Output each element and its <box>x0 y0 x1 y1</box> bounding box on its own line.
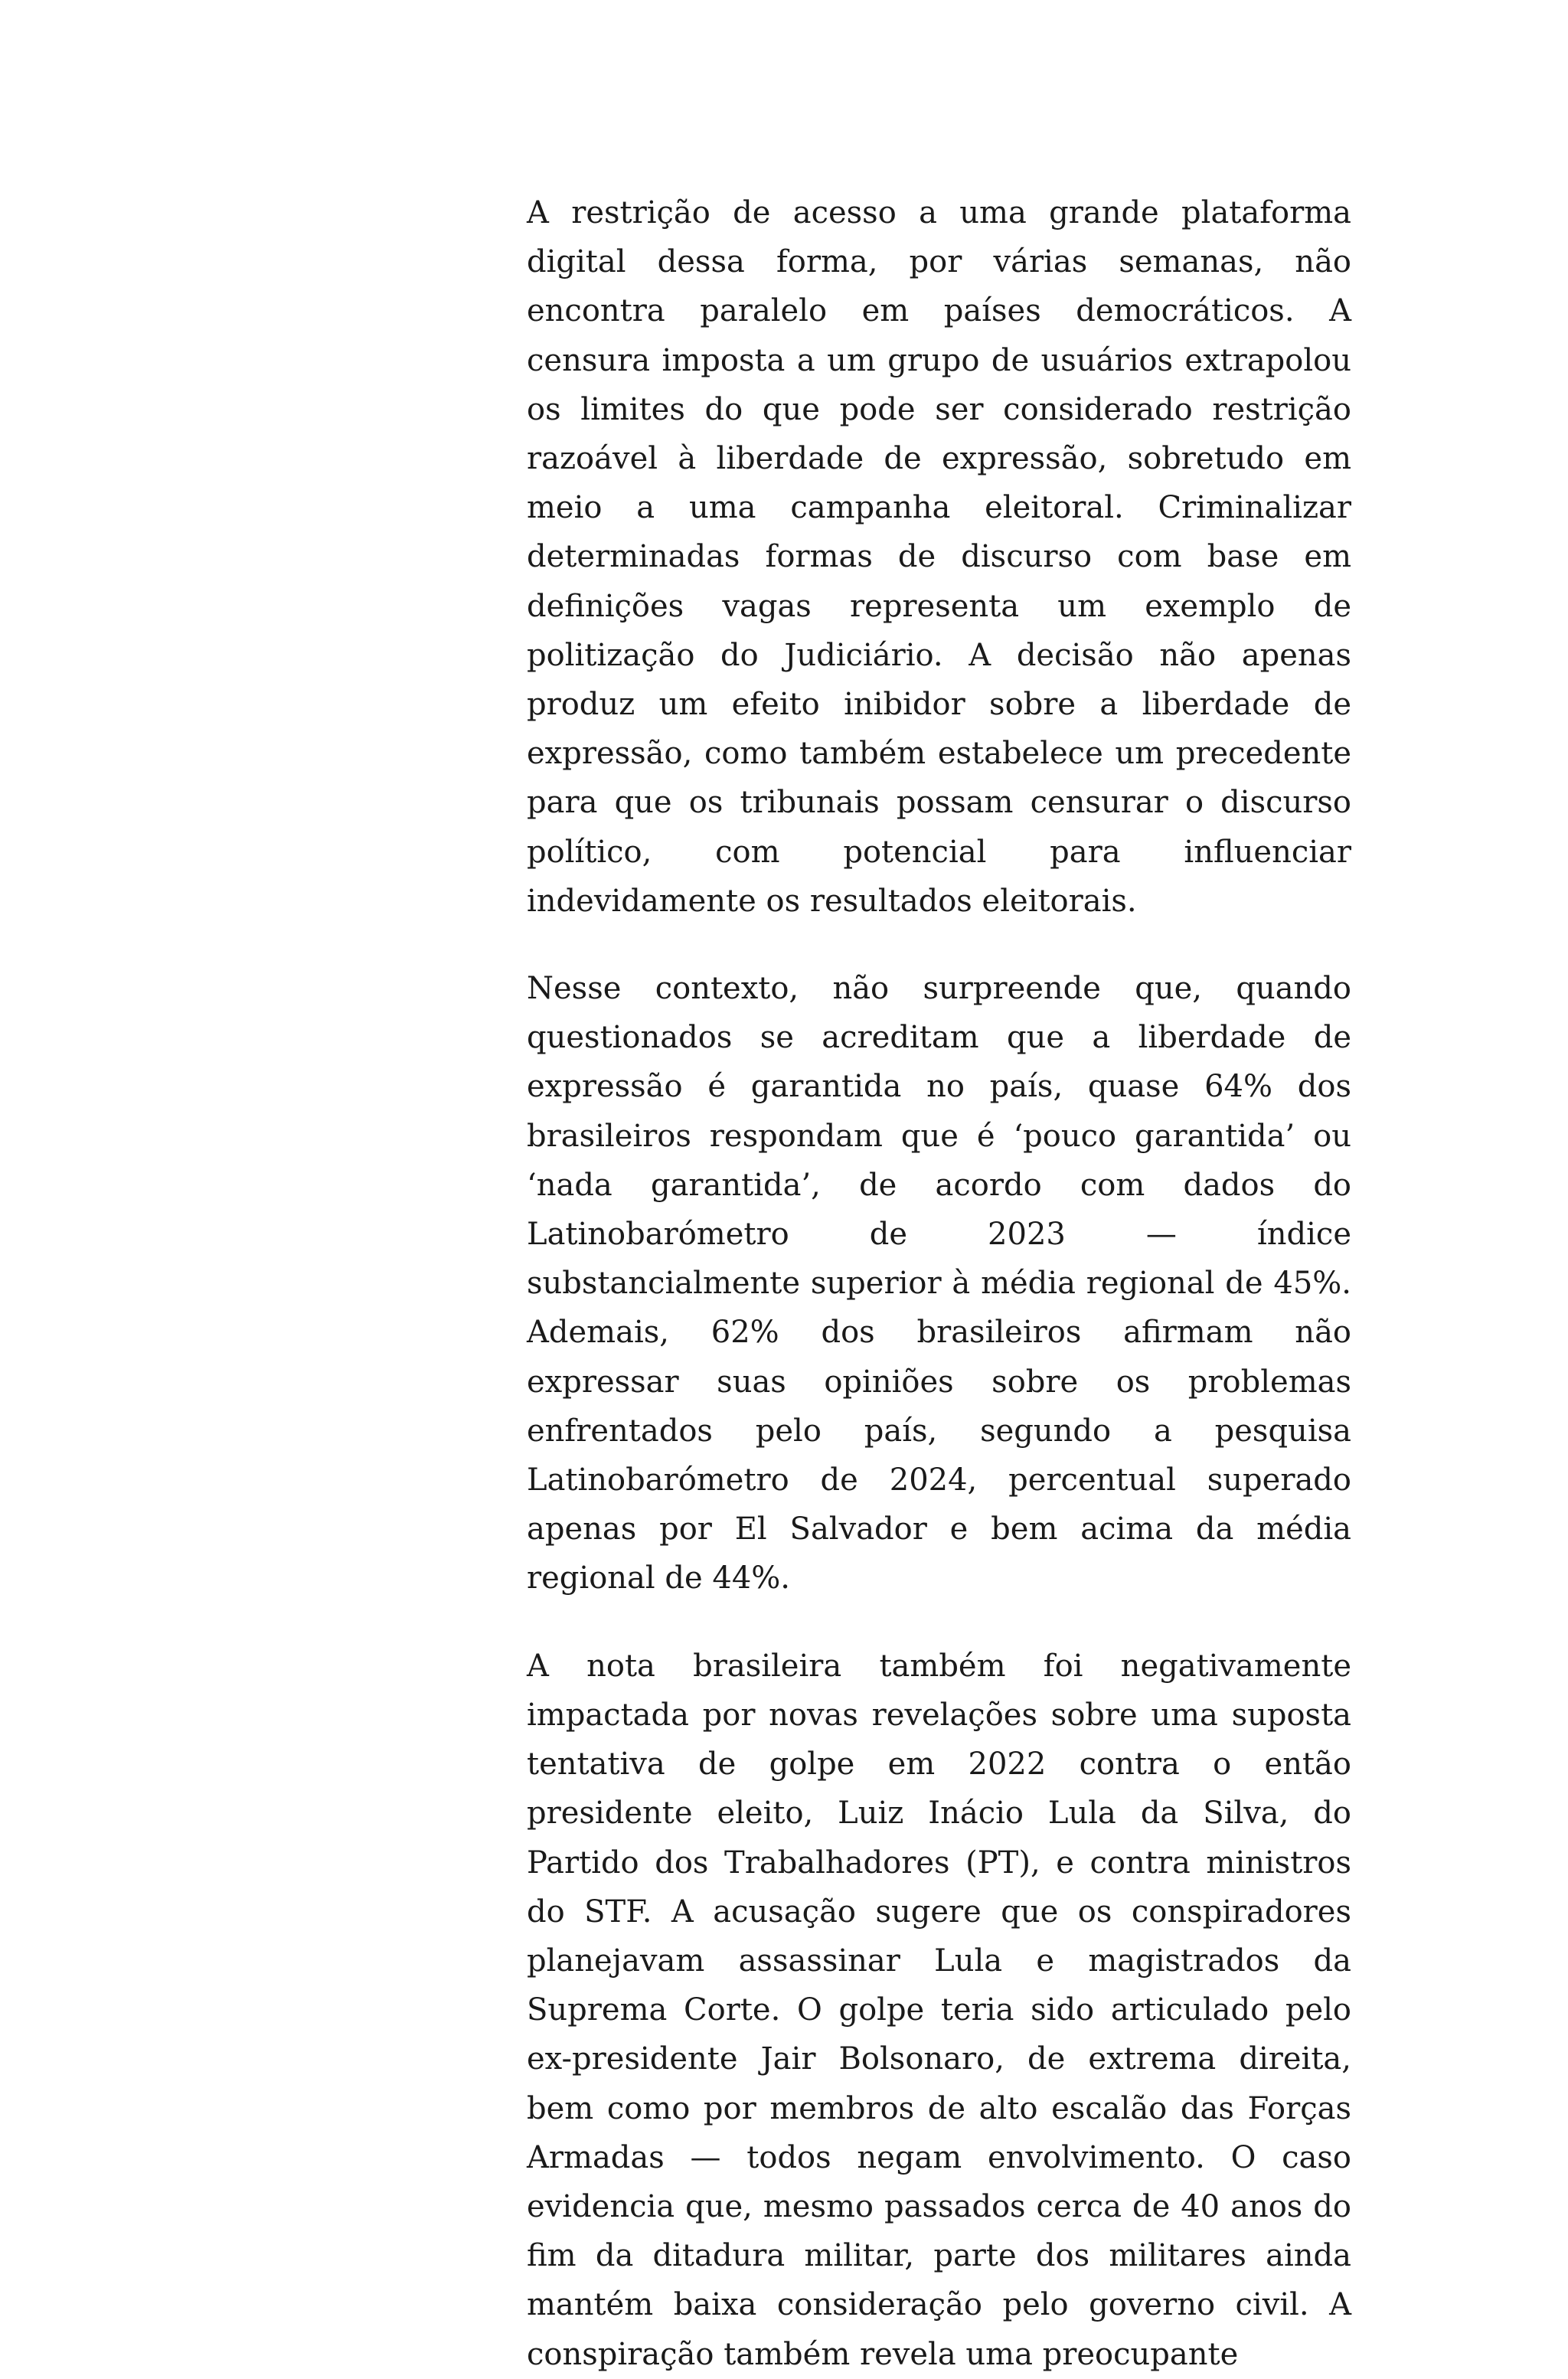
paragraph-platform-restriction: A restrição de acesso a uma grande plataforma digital dessa forma, por várias semanas, não encontra paralelo em países democráticos. A censura imposta a um grupo de usuários extrapolou os limites do que pode ser considerado restrição razoável à liberdade de expressão, sobretudo em meio a uma campanha eleitoral. Criminalizar determinadas formas de discurso com base em definições vagas representa um exemplo de politização do Judiciário. A decisão não apenas produz um efeito inibidor sobre a liberdade de expressão, como também estabelece um precedente para que os tribunais possam censurar o discurso político, com potencial para influenciar indevidamente os resultados eleitorais. <box>527 195 1351 919</box>
paragraph-coup-attempt: A nota brasileira também foi negativamente impactada por novas revelações sobre uma suposta tentativa de golpe em 2022 contra o então presidente eleito, Luiz Inácio Lula da Silva, do Partido dos Trabalhadores (PT), e contra ministros do STF. A acusação sugere que os conspiradores planejavam assassinar Lula e magistrados da Suprema Corte. O golpe teria sido articulado pelo ex-presidente Jair Bolsonaro, de extrema direita, bem como por membros de alto escalão das Forças Armadas — todos negam envolvimento. O caso evidencia que, mesmo passados cerca de 40 anos do fim da ditadura militar, parte dos militares ainda mantém baixa consideração pelo governo civil. A conspiração também revela uma preocupante <box>527 1648 1351 2372</box>
paragraph-freedom-of-expression-survey: Nesse contexto, não surpreende que, quando questionados se acreditam que a liberdade de expressão é garantida no país, quase 64% dos brasileiros respondam que é ‘pouco garantida’ ou ‘nada garantida’, de acordo com dados do Latinobarómetro de 2023 — índice substancialmente superior à média regional de 45%. Ademais, 62% dos brasileiros afirmam não expressar suas opiniões sobre os problemas enfrentados pelo país, segundo a pesquisa Latinobarómetro de 2024, percentual superado apenas por El Salvador e bem acima da média regional de 44%. <box>527 971 1351 1596</box>
body-text <box>527 188 1351 2379</box>
